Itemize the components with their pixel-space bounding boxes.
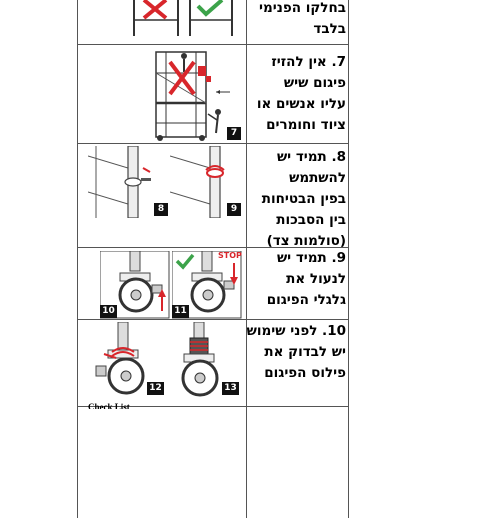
row-divider (77, 143, 349, 144)
check-list-caption: Check List (88, 402, 130, 409)
stop-label: STOP (218, 251, 242, 260)
figure-number-11: 11 (172, 305, 189, 318)
row-divider (77, 44, 349, 45)
row-8-text: 8. תמיד יש להשתמש בפין הבטיחות בין הסבכות (סולמות צד) (261, 149, 346, 249)
red-x-icon (144, 0, 166, 18)
green-check-icon (177, 255, 193, 267)
figure-number-12: 12 (147, 382, 164, 395)
row-divider (77, 319, 349, 320)
red-x-icon (170, 62, 194, 94)
figure-number-10: 10 (100, 305, 117, 318)
figure-number-7: 7 (227, 127, 241, 140)
figure-number-13: 13 (222, 382, 239, 395)
row-9-text: 9. תמיד יש לנעול את גלגלי הפיגום (266, 250, 346, 308)
figure-number-9: 9 (227, 203, 241, 216)
row-10-text: 10. לפני שימוש יש לבדוק את פילוס הפיגום (246, 323, 346, 381)
row-6-illustration (128, 0, 238, 36)
table-left-border (77, 0, 78, 518)
figure-number-8: 8 (154, 203, 168, 216)
row-7-text: 7. אין להזיז פיגום שיש עליו אנשים או ציוד וחומרים (256, 54, 346, 133)
table-right-border (348, 0, 349, 518)
green-check-icon (198, 0, 222, 14)
row-6-text: בחלקו הפנימי בלבד (259, 0, 346, 37)
